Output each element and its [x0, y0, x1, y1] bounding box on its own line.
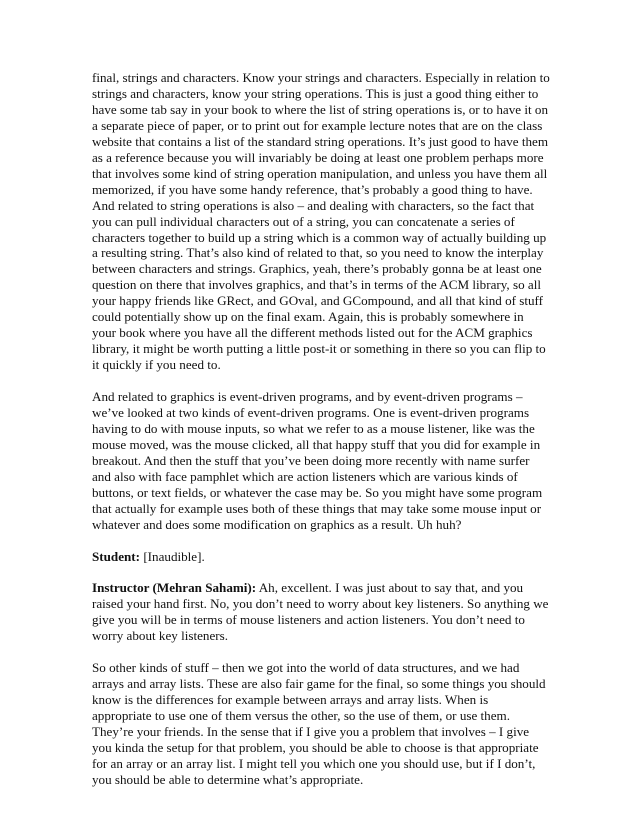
- paragraph-text: [Inaudible].: [143, 548, 205, 564]
- paragraph: [92, 70, 550, 373]
- paragraph: [92, 389, 550, 533]
- paragraph: [92, 549, 550, 565]
- paragraph-text: And related to graphics is event-driven programs, and by event-driven programs – we’ve looked at two kinds of event-driven programs. One is event-driven programs having to do with mouse inputs, so what we refer to as a mouse listener, like was the mouse moved, was the mouse clicked, all that happy stuff that you did for example in breakout. And then the stuff that you’ve been doing more recently with name surfer and also with face pamphlet which are action listeners which are various kinds of buttons, or text fields, or whatever the case may be. So you might have some program that actually for example uses both of these things that may take some mouse input or whatever and does some modification on graphics as a result. Uh huh?: [92, 389, 543, 532]
- speaker-label: Student:: [92, 548, 141, 564]
- paragraph: [92, 660, 550, 788]
- paragraph: [92, 580, 550, 644]
- paragraph-text: final, strings and characters. Know your strings and characters. Especially in relation to strings and characters, know your string operations. This is just a good thing either to have some tab say in your book to where the list of string operations is, or to have it on a separate piece of paper, or to print out for example lecture notes that are on the class website that contains a list of the standard string operations. It’s just good to have them as a reference because you will invariably be doing at least one problem perhaps more that involves some kind of string operation manipulation, and unless you have them all memorized, if you have some handy reference, that’s probably a good thing to have. And related to string operations is also – and dealing with characters, so the fact that you can pull individual characters out of a string, you can concatenate a series of characters together to build up a string which is a common way of actually building up a resulting string. That’s also kind of related to that, so you need to know the interplay between characters and strings. Graphics, yeah, there’s probably gonna be at least one question on there that involves graphics, and that’s in terms of the ACM library, so all your happy friends like GRect, and GOval, and GCompound, and all that kind of stuff could potentially show up on the final exam. Again, this is probably somewhere in your book where you have all the different methods listed out for the ACM graphics library, it might be worth putting a little post-it or something in there so you can flip to it quickly if you need to.: [92, 70, 550, 373]
- paragraph-text: Ah, excellent. I was just about to say that, and you raised your hand first. No, you don’t need to worry about key listeners. So anything we give you will be in terms of mouse listeners and action listeners. You don’t need to worry about key listeners.: [92, 580, 549, 644]
- speaker-label: Instructor (Mehran Sahami):: [92, 580, 257, 596]
- transcript-page: [92, 70, 550, 804]
- paragraph-text: So other kinds of stuff – then we got into the world of data structures, and we had arrays and array lists. These are also fair game for the final, so some things you should know is the differences for example between arrays and array lists. When is appropriate to use one of them versus the other, so the use of them, or use them. They’re your friends. In the sense that if I give you a problem that involves – I give you kinda the setup for that problem, you should be able to choose is that appropriate for an array or an array list. I might tell you which one you should use, but if I don’t, you should be able to determine what’s appropriate.: [92, 660, 546, 787]
